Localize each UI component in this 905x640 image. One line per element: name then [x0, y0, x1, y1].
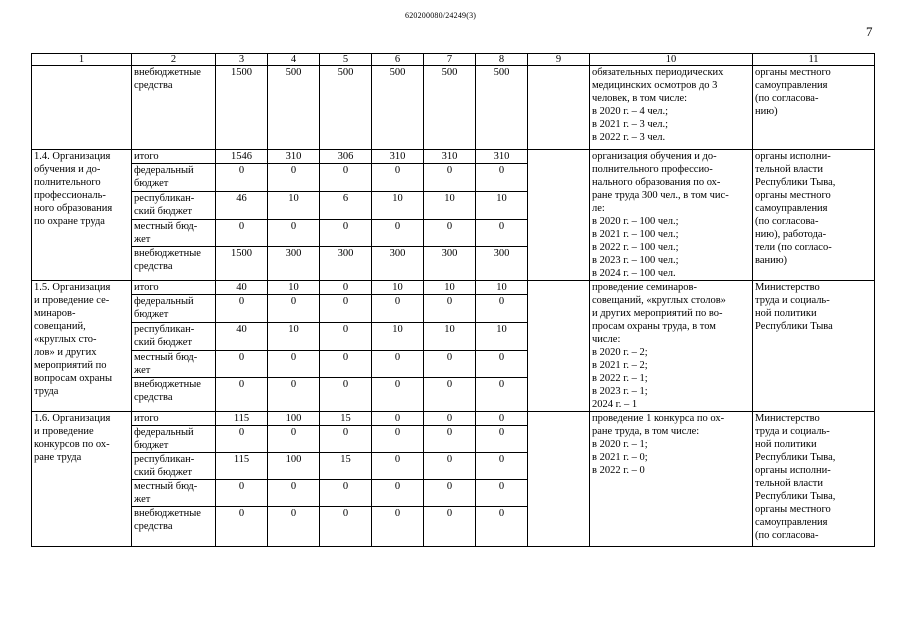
amount-cell: 10	[372, 191, 424, 219]
executor-cell: Министерство труда и социаль- ной политики Республики Тыва, органы исполни- тельной власти Республики Тыва, органы местного самоуправления (по согласова-	[753, 412, 875, 547]
col-number: 2	[132, 54, 216, 66]
funding-source-cell: республикан- ский бюджет	[132, 322, 216, 350]
amount-cell: 0	[372, 426, 424, 453]
amount-cell: 500	[268, 66, 320, 150]
amount-cell: 0	[268, 426, 320, 453]
document-code: 620200080/24249(3)	[405, 11, 477, 20]
amount-cell: 10	[476, 281, 528, 295]
col-number: 3	[216, 54, 268, 66]
amount-cell: 0	[268, 219, 320, 247]
funding-source-cell: внебюджетные средства	[132, 247, 216, 281]
executor-cell: органы исполни- тельной власти Республики Тыва, органы местного самоуправления (по согласова- нию), работода- тели (по согласо- ванию)	[753, 150, 875, 281]
amount-cell: 0	[320, 426, 372, 453]
amount-cell: 500	[476, 66, 528, 150]
amount-cell: 0	[476, 378, 528, 412]
amount-cell: 300	[476, 247, 528, 281]
amount-cell: 0	[476, 219, 528, 247]
amount-cell: 310	[372, 150, 424, 164]
amount-cell: 0	[424, 295, 476, 323]
col-number: 1	[32, 54, 132, 66]
amount-cell: 15	[320, 412, 372, 426]
result-cell: обязательных периодических медицинских осмотров до 3 человек, в том числе: в 2020 г. – 4 чел.; в 2021 г. – 3 чел.; в 2022 г. – 3 чел.	[590, 66, 753, 150]
amount-cell: 0	[320, 378, 372, 412]
amount-cell: 0	[216, 507, 268, 547]
amount-cell: 0	[372, 480, 424, 507]
amount-cell: 0	[424, 164, 476, 192]
amount-cell: 10	[476, 191, 528, 219]
funding-source-cell: федеральный бюджет	[132, 164, 216, 192]
table-row	[32, 66, 875, 150]
empty-cell	[528, 412, 590, 547]
amount-cell: 500	[320, 66, 372, 150]
executor-cell: Министерство труда и социаль- ной политики Республики Тыва	[753, 281, 875, 412]
amount-cell: 310	[476, 150, 528, 164]
col-number: 7	[424, 54, 476, 66]
amount-cell: 46	[216, 191, 268, 219]
amount-cell: 0	[216, 295, 268, 323]
page-number: 7	[866, 24, 873, 39]
amount-cell: 0	[216, 164, 268, 192]
funding-source-cell: итого	[132, 150, 216, 164]
event-cell: 1.6. Организация и проведение конкурсов по ох- ране труда	[32, 412, 132, 547]
amount-cell: 0	[476, 453, 528, 480]
table-row	[32, 281, 875, 295]
amount-cell: 1500	[216, 66, 268, 150]
amount-cell: 0	[424, 480, 476, 507]
amount-cell: 0	[320, 281, 372, 295]
column-number-row	[32, 54, 875, 66]
amount-cell: 10	[268, 191, 320, 219]
amount-cell: 100	[268, 412, 320, 426]
funding-source-cell: федеральный бюджет	[132, 426, 216, 453]
amount-cell: 0	[476, 164, 528, 192]
amount-cell: 0	[372, 507, 424, 547]
event-cell: 1.4. Организация обучения и до- полнительного профессиональ- ного образования по охране труда	[32, 150, 132, 281]
amount-cell: 0	[268, 295, 320, 323]
result-cell: проведение семинаров- совещаний, «круглых столов» и других мероприятий по во- просам охраны труда, в том числе: в 2020 г. – 2; в 2021 г. – 2; в 2022 г. – 1; в 2023 г. – 1; 2024 г. – 1	[590, 281, 753, 412]
amount-cell: 300	[424, 247, 476, 281]
funding-source-cell: республикан- ский бюджет	[132, 191, 216, 219]
budget-table	[31, 53, 875, 547]
amount-cell: 0	[268, 350, 320, 378]
funding-source-cell: внебюджетные средства	[132, 66, 216, 150]
funding-source-cell: федеральный бюджет	[132, 295, 216, 323]
amount-cell: 15	[320, 453, 372, 480]
amount-cell: 0	[216, 480, 268, 507]
col-number: 11	[753, 54, 875, 66]
event-cell: 1.5. Организация и проведение се- минаров- совещаний, «круглых сто- лов» и других мероприятий по вопросам охраны труда	[32, 281, 132, 412]
funding-source-cell: внебюджетные средства	[132, 378, 216, 412]
amount-cell: 300	[268, 247, 320, 281]
amount-cell: 0	[476, 412, 528, 426]
amount-cell: 0	[320, 295, 372, 323]
amount-cell: 0	[216, 378, 268, 412]
col-number: 4	[268, 54, 320, 66]
funding-source-cell: местный бюд- жет	[132, 219, 216, 247]
empty-cell	[528, 281, 590, 412]
result-cell: проведение 1 конкурса по ох- ране труда, в том числе: в 2020 г. – 1; в 2021 г. – 0; в 2022 г. – 0	[590, 412, 753, 547]
amount-cell: 0	[320, 322, 372, 350]
amount-cell: 10	[424, 191, 476, 219]
amount-cell: 0	[320, 164, 372, 192]
amount-cell: 0	[424, 426, 476, 453]
col-number: 6	[372, 54, 424, 66]
amount-cell: 0	[320, 350, 372, 378]
amount-cell: 0	[424, 453, 476, 480]
amount-cell: 40	[216, 322, 268, 350]
funding-source-cell: республикан- ский бюджет	[132, 453, 216, 480]
amount-cell: 0	[320, 480, 372, 507]
amount-cell: 6	[320, 191, 372, 219]
amount-cell: 10	[424, 281, 476, 295]
amount-cell: 0	[372, 378, 424, 412]
amount-cell: 300	[320, 247, 372, 281]
amount-cell: 0	[424, 219, 476, 247]
col-number: 10	[590, 54, 753, 66]
amount-cell: 0	[372, 164, 424, 192]
amount-cell: 0	[424, 378, 476, 412]
col-number: 8	[476, 54, 528, 66]
funding-source-cell: итого	[132, 412, 216, 426]
amount-cell: 0	[372, 295, 424, 323]
amount-cell: 0	[476, 426, 528, 453]
table-row	[32, 412, 875, 426]
amount-cell: 1500	[216, 247, 268, 281]
amount-cell: 0	[268, 164, 320, 192]
col-number: 9	[528, 54, 590, 66]
amount-cell: 0	[372, 453, 424, 480]
amount-cell: 0	[216, 350, 268, 378]
col-number: 5	[320, 54, 372, 66]
funding-source-cell: внебюджетные средства	[132, 507, 216, 547]
amount-cell: 0	[216, 219, 268, 247]
amount-cell: 0	[476, 295, 528, 323]
result-cell: организация обучения и до- полнительного профессио- нального образования по ох- ране труда 300 чел., в том чис- ле: в 2020 г. – 100 чел.; в 2021 г. – 100 чел.; в 2022 г. – 100 чел.; в 2023 г. – 100 чел.; в 2024 г. – 100 чел.	[590, 150, 753, 281]
amount-cell: 10	[424, 322, 476, 350]
empty-cell	[528, 66, 590, 150]
amount-cell: 10	[476, 322, 528, 350]
amount-cell: 310	[268, 150, 320, 164]
funding-source-cell: местный бюд- жет	[132, 480, 216, 507]
funding-source-cell: местный бюд- жет	[132, 350, 216, 378]
amount-cell: 115	[216, 412, 268, 426]
amount-cell: 0	[216, 426, 268, 453]
amount-cell: 0	[476, 350, 528, 378]
amount-cell: 0	[424, 412, 476, 426]
amount-cell: 0	[268, 378, 320, 412]
amount-cell: 0	[476, 507, 528, 547]
amount-cell: 40	[216, 281, 268, 295]
amount-cell: 0	[424, 507, 476, 547]
amount-cell: 0	[372, 350, 424, 378]
amount-cell: 10	[268, 322, 320, 350]
funding-source-cell: итого	[132, 281, 216, 295]
table-row	[32, 150, 875, 164]
amount-cell: 0	[320, 507, 372, 547]
amount-cell: 100	[268, 453, 320, 480]
amount-cell: 300	[372, 247, 424, 281]
amount-cell: 10	[372, 281, 424, 295]
amount-cell: 0	[268, 480, 320, 507]
amount-cell: 306	[320, 150, 372, 164]
amount-cell: 310	[424, 150, 476, 164]
amount-cell: 0	[268, 507, 320, 547]
event-cell	[32, 66, 132, 150]
table-body	[32, 66, 875, 547]
amount-cell: 500	[424, 66, 476, 150]
amount-cell: 0	[424, 350, 476, 378]
amount-cell: 10	[372, 322, 424, 350]
amount-cell: 0	[372, 412, 424, 426]
amount-cell: 1546	[216, 150, 268, 164]
amount-cell: 0	[320, 219, 372, 247]
amount-cell: 0	[372, 219, 424, 247]
empty-cell	[528, 150, 590, 281]
amount-cell: 500	[372, 66, 424, 150]
executor-cell: органы местного самоуправления (по согласова- нию)	[753, 66, 875, 150]
amount-cell: 115	[216, 453, 268, 480]
amount-cell: 10	[268, 281, 320, 295]
amount-cell: 0	[476, 480, 528, 507]
